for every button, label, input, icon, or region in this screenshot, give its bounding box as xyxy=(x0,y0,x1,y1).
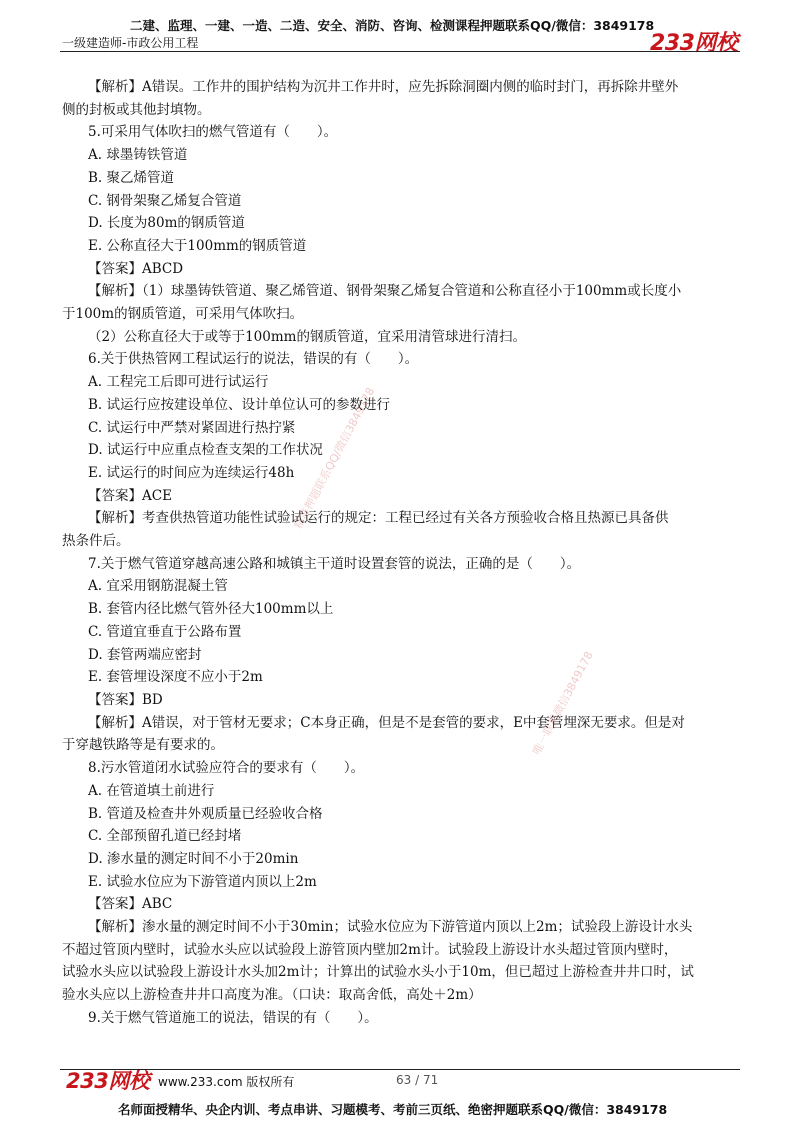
footer-brand-logo: 233网校 xyxy=(66,1069,150,1093)
analysis-line: 【解析】A错误，对于管材无要求；C本身正确，但是不是套管的要求，E中套管埋深无要求。但是对 xyxy=(88,714,685,731)
answer-line: 【答案】ACE xyxy=(88,487,172,504)
option-line: E. 公称直径大于100mm的钢质管道 xyxy=(88,237,307,254)
question-stem: 6.关于供热管网工程试运行的说法，错误的有（ ）。 xyxy=(88,351,419,368)
header-subject-title: 一级建造师-市政公用工程 xyxy=(62,36,199,50)
analysis-line: 侧的封板或其他封填物。 xyxy=(62,101,211,118)
question-stem: 8.污水管道闭水试验应符合的要求有（ ）。 xyxy=(88,760,365,777)
option-line: D. 长度为80m的钢质管道 xyxy=(88,215,245,232)
option-line: A. 球墨铸铁管道 xyxy=(88,147,188,164)
answer-line: 【答案】BD xyxy=(88,691,163,708)
option-line: C. 全部预留孔道已经封堵 xyxy=(88,828,242,845)
document-body xyxy=(62,76,742,1030)
analysis-line: 【解析】渗水量的测定时间不小于30min；试验水位应为下游管道内顶以上2m；试验段上游设计水头 xyxy=(88,919,693,936)
page-header xyxy=(0,0,800,56)
option-line: C. 试运行中严禁对紧固进行热拧紧 xyxy=(88,419,296,436)
option-line: C. 钢骨架聚乙烯复合管道 xyxy=(88,192,242,209)
option-line: A. 工程完工后即可进行试运行 xyxy=(88,374,269,391)
footer-promo-text: 名师面授精华、央企内训、考点串讲、习题模考、考前三页纸、绝密押题联系QQ/微信：3849178 xyxy=(118,1102,668,1117)
option-line: B. 聚乙烯管道 xyxy=(88,169,175,186)
analysis-line: 【解析】A错误。工作井的围护结构为沉井工作井时，应先拆除洞圈内侧的临时封门，再拆除井壁外 xyxy=(88,79,679,95)
question-stem: 7.关于燃气管道穿越高速公路和城镇主干道时设置套管的说法，正确的是（ ）。 xyxy=(88,555,581,572)
footer-divider xyxy=(60,1069,740,1070)
watermark-text: 精准押题联系QQ/微信3849178 xyxy=(291,385,378,532)
analysis-line: 验水头应以上游检查井井口高度为准。（口诀：取高舍低，高处＋2m） xyxy=(62,987,482,1004)
analysis-line: 【解析】（1）球墨铸铁管道、聚乙烯管道、钢骨架聚乙烯复合管道和公称直径小于100mm或长度小 xyxy=(88,283,682,300)
option-line: D. 套管两端应密封 xyxy=(88,646,202,663)
option-line: D. 渗水量的测定时间不小于20min xyxy=(88,850,299,867)
option-line: A. 宜采用钢筋混凝土管 xyxy=(88,578,228,595)
page-number: 63 / 71 xyxy=(396,1073,439,1087)
analysis-line: 于穿越铁路等是有要求的。 xyxy=(62,737,224,754)
analysis-line: 试验水头应以试验段上游设计水头加2m计；计算出的试验水头小于10m，但已超过上游检查井井口时，试 xyxy=(62,964,694,981)
analysis-line: 不超过管顶内壁时，试验水头应以试验段上游管顶内壁加2m计。试验段上游设计水头超过管顶内壁时， xyxy=(62,941,678,958)
option-line: B. 管道及检查井外观质量已经验收合格 xyxy=(88,805,323,822)
question-stem: 9.关于燃气管道施工的说法，错误的有（ ）。 xyxy=(88,1009,378,1026)
option-line: B. 套管内径比燃气管外径大100mm以上 xyxy=(88,601,334,618)
answer-line: 【答案】ABCD xyxy=(88,260,184,277)
option-line: D. 试运行中应重点检查支架的工作状况 xyxy=(88,442,323,459)
option-line: E. 试验水位应为下游管道内顶以上2m xyxy=(88,873,317,890)
header-divider xyxy=(60,51,740,52)
watermark-text: 唯一联系微信3849178 xyxy=(530,649,596,758)
option-line: A. 在管道填土前进行 xyxy=(88,782,215,799)
brand-logo: 233网校 xyxy=(650,31,738,56)
option-line: C. 管道宜垂直于公路布置 xyxy=(88,623,242,640)
analysis-line: 【解析】考查供热管道功能性试验试运行的规定：工程已经过有关各方预验收合格且热源已具备供 xyxy=(88,510,669,527)
option-line: B. 试运行应按建设单位、设计单位认可的参数进行 xyxy=(88,396,391,413)
question-stem: 5.可采用气体吹扫的燃气管道有（ ）。 xyxy=(88,124,338,141)
answer-line: 【答案】ABC xyxy=(88,896,173,913)
footer-copyright: www.233.com 版权所有 xyxy=(158,1075,295,1089)
option-line: E. 试运行的时间应为连续运行48h xyxy=(88,464,295,481)
analysis-line: 热条件后。 xyxy=(62,533,130,550)
analysis-line: 于100m的钢质管道，可采用气体吹扫。 xyxy=(62,306,304,323)
option-line: E. 套管埋设深度不应小于2m xyxy=(88,669,263,686)
header-promo-text: 二建、监理、一建、一造、二造、安全、消防、咨询、检测课程押题联系QQ/微信：3849178 xyxy=(130,18,655,33)
analysis-line: （2）公称直径大于或等于100mm的钢质管道，宜采用清管球进行清扫。 xyxy=(88,328,526,345)
